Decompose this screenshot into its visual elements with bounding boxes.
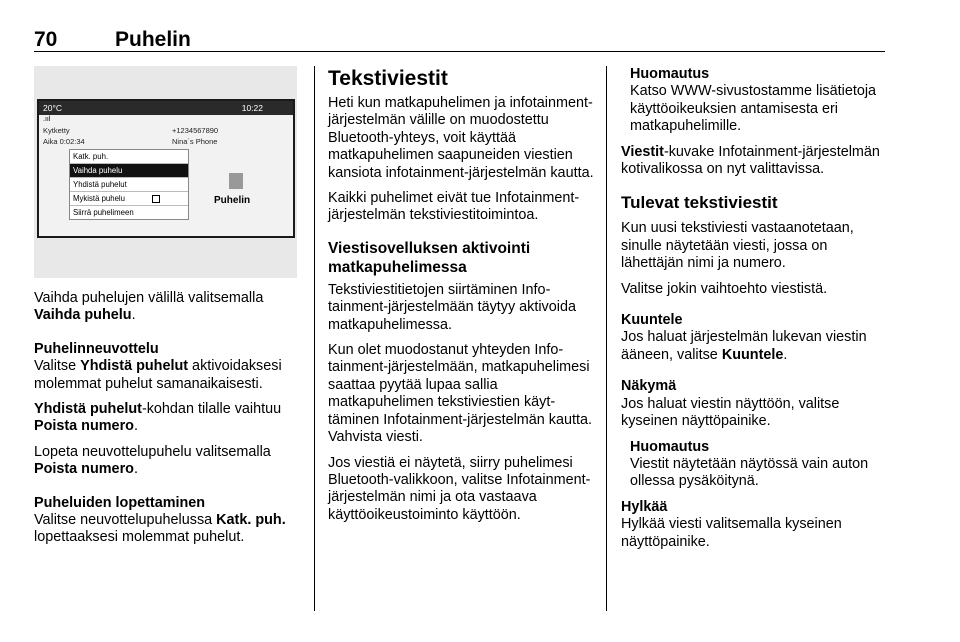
paragraph-replace: Yhdistä puhelut-kohdan tilalle vaihtuu Poista numero. bbox=[34, 401, 282, 435]
paragraph-messages-icon: Viestit-kuvake Infotainment-järjestelmän kotivalikossa on nyt valittavissa. bbox=[621, 143, 880, 178]
paragraph-choose: Valitse jokin vaihtoehto viestistä. bbox=[621, 280, 828, 297]
page-title: Puhelin bbox=[115, 28, 191, 51]
call-status: Kytketty bbox=[43, 126, 70, 135]
infotainment-screenshot bbox=[34, 66, 297, 278]
heading-ending-calls: Puheluiden lopettaminen bbox=[34, 494, 206, 511]
menu-item-mute-call[interactable] bbox=[70, 192, 188, 206]
column-divider-2 bbox=[606, 66, 607, 611]
column-3 bbox=[621, 66, 887, 559]
menu-item-mute-label: Mykistä puhelu bbox=[73, 194, 126, 203]
paragraph-troubleshoot: Jos viestiä ei näytetä, siirry puhelimesi Bluetooth-valikkoon, valitse Infotainment-järjestelmän nimi ja ota vastaava käyttöoikeustoiminto käyttöön. bbox=[328, 454, 591, 523]
column-1 bbox=[34, 290, 302, 555]
heading-activation: Viestisovelluksen aktivointi matkapuhelimessa bbox=[328, 239, 531, 276]
note-heading-2: Huomautus bbox=[630, 438, 710, 455]
note-text: Katso WWW-sivustostamme lisätietoja käyttöoikeuksien antamisesta eri matkapuhelimille. bbox=[630, 83, 877, 135]
screen-frame bbox=[37, 99, 295, 238]
screen-topbar bbox=[39, 101, 293, 115]
menu-item-end-call[interactable]: Katk. puh. bbox=[70, 150, 188, 164]
note-parked bbox=[621, 439, 887, 491]
heading-reject: Hylkää bbox=[621, 498, 668, 515]
heading-sms: Tekstiviestit bbox=[328, 67, 448, 90]
paragraph-ending: Valitse neuvottelupuhelussa Katk. puh. lopettaaksesi molemmat puhelut. bbox=[34, 512, 286, 546]
paragraph-sms-support: Kaikki puhelimet eivät tue Infotainment-järjestelmän tekstiviestitoimintoa. bbox=[328, 190, 580, 224]
header-rule bbox=[34, 51, 885, 52]
menu-item-transfer[interactable]: Siirrä puhelimeen bbox=[73, 208, 134, 217]
phone-app-icon[interactable] bbox=[229, 173, 243, 189]
paragraph-reject: Hylkää viesti valitsemalla kyseinen näyttöpainike. bbox=[621, 516, 842, 550]
screen-inner bbox=[39, 101, 293, 236]
heading-conference: Puhelinneuvottelu bbox=[34, 340, 159, 357]
column-2 bbox=[328, 66, 594, 532]
paragraph-view: Jos haluat viestin näyttöön, valitse kyseinen näyttöpainike. bbox=[621, 395, 840, 430]
paragraph-swap: Vaihda puhelujen välillä valitsemalla Vaihda puhelu. bbox=[34, 290, 264, 324]
phone-app-label: Puhelin bbox=[214, 195, 251, 206]
paragraph-listen: Jos haluat järjestelmän lukevan viestin ääneen, valitse Kuuntele. bbox=[621, 329, 867, 363]
paragraph-merge: Valitse Yhdistä puhelut aktivoidaksesi molemmat puhelut samanaikaisesti. bbox=[34, 358, 282, 392]
heading-listen: Kuuntele bbox=[621, 312, 683, 329]
phone-number: +1234567890 bbox=[172, 126, 219, 135]
menu-item-swap-call[interactable]: Vaihda puhelu bbox=[70, 164, 188, 178]
signal-icon: .ııl bbox=[43, 116, 51, 123]
contact-name: Nina´s Phone bbox=[172, 137, 218, 146]
call-menu bbox=[69, 149, 189, 220]
call-duration: Aika 0:02:34 bbox=[43, 137, 85, 146]
paragraph-activation: Tekstiviestitietojen siirtäminen Infotainment-järjestelmään täytyy aktivoida matkapuhelimessa. bbox=[328, 281, 576, 333]
menu-item-merge-calls[interactable]: Yhdistä puhelut bbox=[70, 178, 188, 192]
note-heading: Huomautus bbox=[630, 66, 710, 82]
note-text-2: Viestit näytetään näytössä vain auton ollessa pysäköitynä. bbox=[630, 455, 869, 490]
heading-view: Näkymä bbox=[621, 378, 677, 395]
page-number: 70 bbox=[34, 28, 58, 51]
paragraph-incoming: Kun uusi tekstiviesti vastaanotetaan, sinulle näytetään viesti, jossa on lähettäjän nimi ja numero. bbox=[621, 220, 854, 272]
paragraph-sms-intro: Heti kun matkapuhelimen ja infotainment-järjestelmän välille on muodostettu Bluetooth-yhteys, voit käyttää matkapuhelimen saapuneiden viestien kansiota infotainment-järjestelmän kautta. bbox=[328, 95, 594, 181]
clock: 10:22 bbox=[241, 103, 263, 113]
checkbox-icon bbox=[152, 195, 160, 203]
paragraph-end-conference: Lopeta neuvottelupuhelu valitsemalla Poista numero. bbox=[34, 443, 271, 478]
heading-incoming: Tulevat tekstiviestit bbox=[621, 193, 778, 213]
note-permissions bbox=[621, 66, 887, 136]
column-divider-1 bbox=[314, 66, 315, 611]
temperature: 20°C bbox=[43, 103, 62, 113]
paragraph-connection: Kun olet muodostanut yhteyden Infotainment-järjestelmään, matkapuhelimesi saattaa pyytää lupaa sallia matkapuhelimen tekstiviestien käyttäminen Infotainment-järjestelmän kautta. Vahvista viesti. bbox=[328, 342, 592, 446]
